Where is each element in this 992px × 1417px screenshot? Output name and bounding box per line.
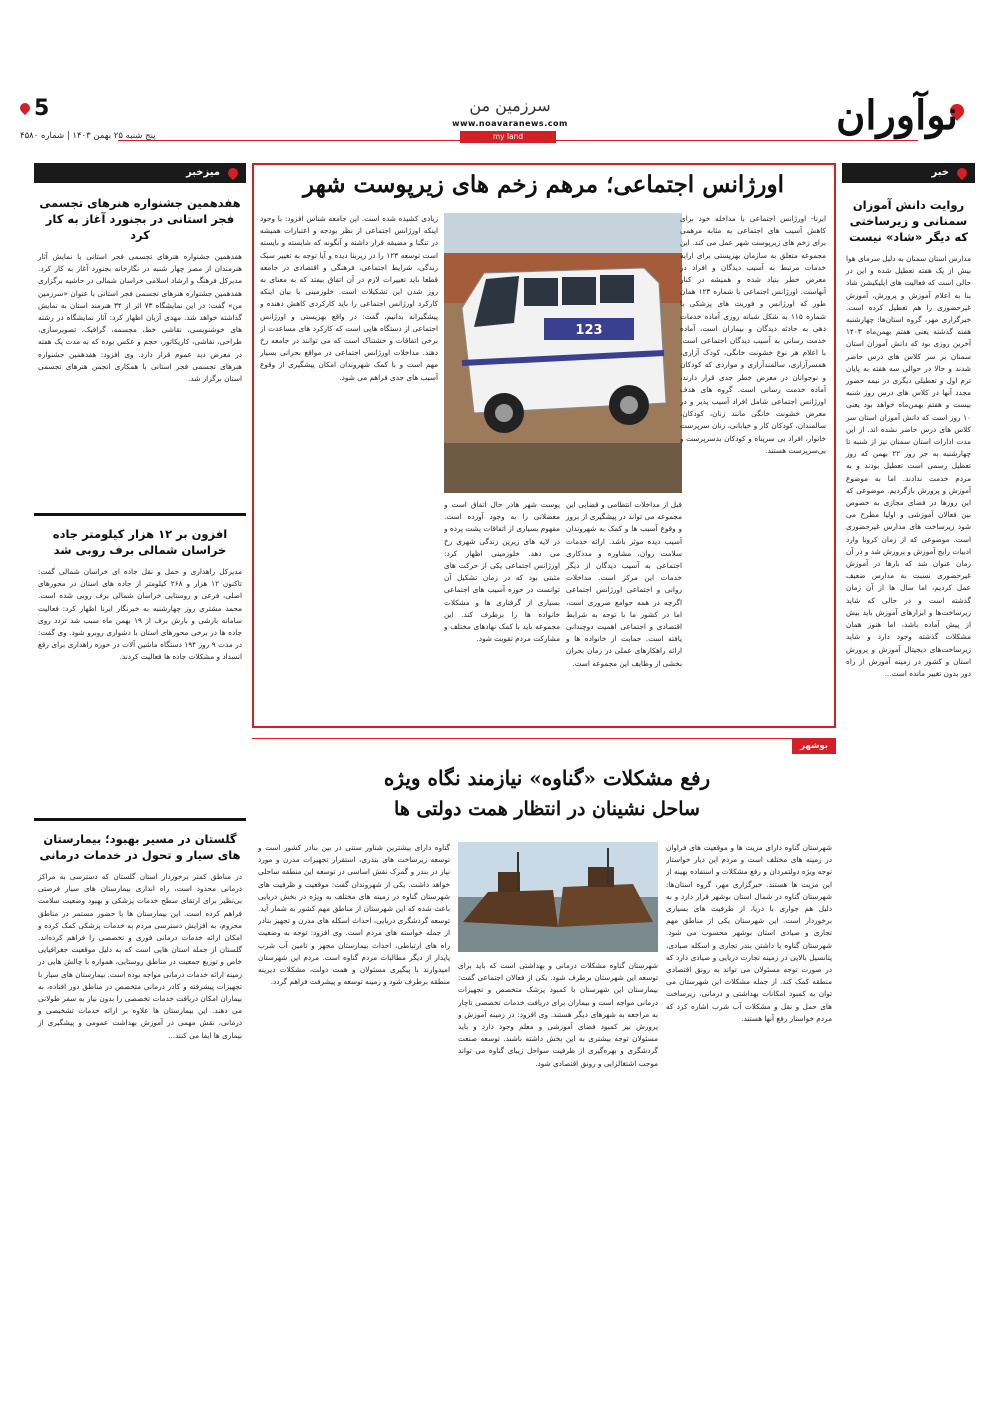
masthead	[0, 0, 992, 160]
left-headline-3: گلستان در مسیر بهبود؛ بیمارستان های سیار و تحول در خدمات درمانی	[39, 832, 241, 862]
second-col-a: شهرستان گناوه دارای مزیت ها و موقعیت های فراوان در زمینه های مختلف است و مردم این دیار خواستار توجه ویژه دولتمردان و رفع مشکلات و استفاده بهینه از این مزیت ها هستند. خبرگزاری مهر، گروه استان‌ها: شهرستان گناوه در شمال استان بوشهر قرار دارد و به دلیل هم جواری با دریا، از ظرفیت های بسیاری برخوردار است. این شهرستان یکی از مناطق مهم تجاری و صیادی استان بوشهر محسوب می شود. شهرستان گناوه با داشتن بندر تجاری و اسکله صیادی، پتانسیل بالایی در زمینه تجارت دریایی و صیادی دارد که در صورت توجه مسئولان می تواند به رونق اقتصادی منطقه کمک کند. از جمله مشکلات این شهرستان می توان به کمبود امکانات بهداشتی و درمانی، زیرساخت های حمل و نقل و مشکلات آب شرب اشاره کرد که مردم خواستار رفع آنها هستند.	[666, 843, 832, 1023]
lead-col-b: زیادی کشیده شده است. این جامعه شناس افزود: با وجود اینکه اورژانس اجتماعی از نظر بودجه و اعتبارات همیشه در تنگنا و مضیقه قرار داشته و آنگونه که شایسته و بایسته است توسعه ۱۲۳ را در زیربنا دیده و آیا توجه به تغییر سبک زندگی، شرایط اجتماعی، فرهنگی و اقتصادی در جامعه قطعا باید تغییرات لازم در آن اتفاق بیفتد که به معنای به روز شدن این تشکیلات است. خلوزمینی با بیان اینکه کارکرد اورژانس اجتماعی را باید کارکردی کاهش دهنده و پیشگیرانه بدانیم، گفت: در واقع بهزیستی و اورژانس اجتماعی از دستگاه هایی است که کارکرد های مساعدت از برخی اتفاقات و حشتناک است که می توانند در جامعه رخ دهند. مداخلات اورژانس اجتماعی در مواقع بحرانی بسیار مهم است و با کمک شهروندان امکان پیشگیری از وقوع آسیب های جدی فراهم می شود.	[260, 214, 438, 382]
second-headline: رفع مشکلات «گناوه» نیازمند نگاه ویژه	[383, 766, 711, 790]
left-column	[34, 163, 246, 1393]
left-body-1: هفدهمین جشنواره هنرهای تجسمی فجر استانی با نمایش آثار هنرمندان از مصر چهار شنبه در نگارخانه بجنورد آغاز به کار کرد. مدیرکل فرهنگ و ارشاد اسلامی خراسان شمالی در حاشیه برگزاری هفدهمین جشنواره هنرهای تجسمی فجر استانی با عنوان «سرزمین من» گفت: در این نمایشگاه ۷۳ اثر از ۳۴ هنرمند استان به نمایش گذاشته خواهد شد. مهدی آزیان اظهار کرد: آثار نمایشگاه در رشته های خوشنویسی، نقاشی خط، مجسمه، گرافیک، تصویرسازی، طراحی، نقاشی، کاریکاتور، حجم و عکس بوده که به مدت یک هفته در معرض دید عموم قرار دارد. وی افزود: هفدهمین جشنواره هنرهای تجسمی فجر استانی با همکاری انجمن هنرهای تجسمی استان برگزار شد.	[38, 252, 242, 384]
tab-marker-icon	[226, 166, 240, 180]
second-col-c: شهرستان گناوه مشکلات درمانی و بهداشتی است که باید برای توسعه این شهرستان برطرف شود. یکی از فعالان اجتماعی گفت: بیمارستان این شهرستان با کمبود پزشک متخصص و تجهیزات درمانی مواجه است و بیماران برای دریافت خدمات تخصصی ناچار به مراجعه به شهرهای دیگر هستند. وی افزود: در زمینه آموزش و پرورش نیز کمبود فضای آموزشی و معلم وجود دارد و باید مسئولان توجه بیشتری به این بخش داشته باشند. توسعه صنعت گردشگری و بهره‌گیری از ظرفیت سواحل زیبای گناوه می تواند موجب اشتغالزایی و رونق اقتصادی شود.	[458, 961, 658, 1068]
left-body-3: در مناطق کمتر برخوردار استان گلستان که دسترسی به مراکز درمانی محدود است، راه اندازی بیمارستان های سیار فرصتی بی‌نظیر برای ارتقای سطح خدمات پزشکی و بهبود وضعیت سلامت فراهم کرده است. این بیمارستان ها با حضور مستمر در مناطق محروم، به افزایش دسترسی مردم به خدمات پزشکی کمک کرده و امکان ارائه خدمات درمانی فوری و تخصصی را فراهم کرده‌اند. گلستان از جمله استان هایی است که به دلیل موقعیت جغرافیایی خاص و توزیع جمعیت در مناطق روستایی، همواره با چالش هایی در زمینه ارائه خدمات درمانی مواجه بوده است. بیمارستان های سیار با تجهیزات پیشرفته و کادر درمانی متخصص در مناطق دور افتاده، به بیماران امکان دریافت خدمات تخصصی را بدون نیاز به سفر طولانی می دهند. این بیمارستان ها علاوه بر ارائه خدمات تشخیصی و درمانی، نقش مهمی در آموزش بهداشت عمومی و پیشگیری از بیماری ها ایفا می کنند...	[38, 872, 242, 1040]
right-tab-label: خبر	[931, 167, 949, 178]
section-tag-rule	[252, 738, 836, 754]
left-tab-label: میزخبر	[185, 167, 220, 178]
left-tab-header	[34, 163, 246, 183]
tab-marker-icon	[955, 166, 969, 180]
lead-col-c2: پوست شهر هادر حال اتفاق است و معضلاتی را به وجود آورده است. مفهوم بسیاری از اتفاقات پشت پرده و در لایه های زیرین زندگی شهری رخ می دهد. خلوزمینی اظهار کرد: اورژانس اجتماعی یکی از حرکت های مثبتی بود که در زمان تشکیل آن توانست در حوزه آسیب های اجتماعی بسیاری از گرفتاری ها و مشکلات خانواده ها را برطرف کند. این مجموعه باید با کمک نهادهای مختلف و مشارکت مردم تقویت شود.	[444, 500, 560, 644]
newspaper-logo[interactable]: نوآوران	[835, 92, 958, 139]
right-tab-header	[842, 163, 975, 183]
boats-illustration	[458, 842, 658, 952]
lead-headline: اورژانس اجتماعی؛ مرهم زخم های زیرپوست شهر	[302, 171, 785, 198]
second-subheadline: ساحل نشینان در انتظار همت دولتی ها	[394, 798, 700, 820]
divider	[34, 818, 246, 821]
lead-col-c	[444, 499, 682, 713]
lead-col-a: ایرنا- اورژانس اجتماعی با مداخله خود برای کاهش آسیب های اجتماعی به مثابه مرهمی برای زخم های زیرپوست شهر عمل می کند. این مجموعه متعلق به سازمان بهزیستی برای ارایه خدمات مرتبط به آسیب دیدگان و افراد در معرض خطر بنیاد شده و همیشه در کنار آنهاست. اورژانس اجتماعی با شماره ۱۲۳ همان طور که اورژانس و فوریت های پزشکی با شماره ۱۱۵ به شکل شبانه روزی آماده خدمات دهی به حادثه دیدگان و بیماران است، آماده خدمت رسانی به آسیب دیدگان اجتماعی است. با اعلام هر نوع خشونت خانگی، کودک آزاری، همسرآزاری، سالمندآزاری و مواردی که کودکان و نوجوانان در معرض خطر جدی قرار دارند، آماده خدمت رسانی است. گروه های هدف اورژانس اجتماعی شامل افراد آسیب پذیر و در معرض خشونت خانگی مانند زنان، کودکان، سالمندان، کودکان کار و خیابانی، زنان سرپرست خانوار، افراد بی سرپناه و کودکان بدسرپرست و بی‌سرپرست هستند.	[680, 214, 826, 455]
site-url[interactable]: www.noavaranews.com	[452, 119, 568, 128]
right-headline: روایت دانش آموزان سمنانی و زیرساختی که دیگر «شاد» نیست	[848, 198, 968, 244]
left-headline-2: افزون بر ۱۲ هزار کیلومتر جاده خراسان شمالی برف روبی شد	[52, 527, 228, 557]
right-column	[842, 163, 975, 1393]
second-col-b: گناوه دارای بیشترین شناور سنتی در بین بنادر کشور است و توسعه زیرساخت های بندری، استقرار تجهیزات مدرن و مورد نیاز در بندر و گمرک نقش اساسی در توسعه این منطقه ساحلی خواهد داشت. یکی از شهروندان گفت: موقعیت و ظرفیت های شهرستان گناوه در زمینه های مختلف به ویژه در بخش دریایی باعث شده که این شهرستان از مناطق مهم کشور به شمار آید. توسعه گردشگری دریایی، احداث اسکله های مدرن و تجهیز بنادر از جمله خواسته های مردم است. وی افزود: توجه به وضعیت راه های ارتباطی، احداث بیمارستان مجهز و تامین آب شرب پایدار از دیگر مطالبات مردم گناوه است. مردم این شهرستان امیدوارند با پیگیری مسئولان و همت دولت، مشکلات دیرینه منطقه برطرف شود و زمینه توسعه و پیشرفت فراهم گردد.	[258, 843, 450, 987]
issue-date: پنج شنبه ۲۵ بهمن ۱۴۰۳ | شماره ۴۵۸۰	[20, 131, 156, 141]
page-number: 5	[34, 96, 50, 121]
second-article	[252, 738, 836, 1393]
page-marker-icon	[18, 101, 32, 115]
section-tag: بوشهر	[792, 738, 836, 754]
ambulance-number: 123	[575, 323, 603, 338]
lead-article	[252, 163, 836, 728]
ambulance-illustration	[444, 213, 682, 493]
lead-col-c1: قبل از مداخلات انتظامی و قضایی این مجموعه می تواند در پیشگیری از بروز و وقوع آسیب ها و کمک به شهروندان آسیب دیده موثر باشد. ارائه خدمات سلامت روان، مشاوره و مددکاری اجتماعی به آسیب دیدگان از دیگر خدمات این مرکز است. مداخلات روانی و اجتماعی اورژانس اجتماعی اگرچه در همه جوامع ضروری است، اما در کشور ما با توجه به شرایط اقتصادی و اجتماعی اهمیت دوچندانی یافته است. حمایت از خانواده ها و ارائه راهکارهای عملی در زمان بحران بخشی از وظایف این مجموعه است.	[566, 500, 682, 668]
right-body: مدارس استان سمنان به دلیل سرمای هوا بیش از یک هفته تعطیل شده و این در حالی است که فعالیت های اپلیکیشن شاد بنا به اعلام آموزش و پرورش، آموزش غیرحضوری را هم تعطیل کرده است. خبرگزاری مهر، گروه استان‌ها: چهارشنبه هفته گذشته یعنی هفتم بهمن‌ماه ۱۴۰۳ آخرین روزی بود که دانش آموزان استان سمنان بر سر کلاس های درس حاضر شدند و حالا در حوالی سه هفته به پایان ترم اول و تعطیلی دیگری در نیمه حضور مجدد آنها در کلاس های درس روز شنبه بیست و هفتم بهمن‌ماه خواهد بود یعنی ۱۰ روز است که دانش آموزان استان سر کلاس های درس حاضر نشده اند. از این مدت ادارات استان سمنان نیز از شنبه تا چهارشنبه به جز روز ۲۲ بهمن که روز تعطیل رسمی است تعطیل بودند و به مردم خدمت ندادند. اما به موضوع آموزش و پرورش بازگردیم. موضوعی که این روزها در فضای مجازی به خصوص بین فعالان آموزشی و اولیا مطرح می شود زیرساخت های مدارس غیرحضوری است. موضوعی که از زمان کرونا وارد ادبیات رایج آموزش و پرورش شد و در آن زمان عنوان شد که بارها در آموزش غیرحضوری نسبت به مدارس ضعیف عمل کردیم، اما سال ها از آن زمان گذشته است و در حالی که شاید زیرساخت‌ها و ابزارهای آموزش باید بیش از پیش آماده باشد، اما هنوز همان مشکلات گذشته وجود دارد و شاید زیرساخت‌های دیجیتال آموزش و پرورش استان و کشور در زمینه آموزش از راه دور بدون تغییر مانده است...	[846, 254, 971, 678]
left-body-2: مدیرکل راهداری و حمل و نقل جاده ای خراسان شمالی گفت: تاکنون ۱۲ هزار و ۲۶۸ کیلومتر از جاده های استان در محورهای اصلی، فرعی و روستایی خراسان شمالی برف روبی شده است. محمد مشتری روز چهارشنبه به خبرنگار ایرنا اظهار کرد: فعالیت سامانه بارشی و بارش برف از ۱۹ بهمن ماه سبب شد تردد روی جاده ها در برخی محورهای استان با دشواری روبرو شود. وی گفت: در مدت ۹ روز ۱۹۴ دستگاه ماشین آلات در حوزه راهداری برای رفع انسداد و مشکلات جاده ها فعالیت کردند.	[38, 567, 242, 662]
divider	[34, 513, 246, 516]
left-headline-1: هفدهمین جشنواره هنرهای تجسمی فجر استانی در بجنورد آغاز به کار کرد	[39, 196, 241, 242]
section-label-en: my land	[460, 131, 556, 143]
boats-photo	[458, 842, 658, 952]
ambulance-photo	[444, 213, 682, 493]
section-title: سرزمین من	[469, 96, 551, 115]
